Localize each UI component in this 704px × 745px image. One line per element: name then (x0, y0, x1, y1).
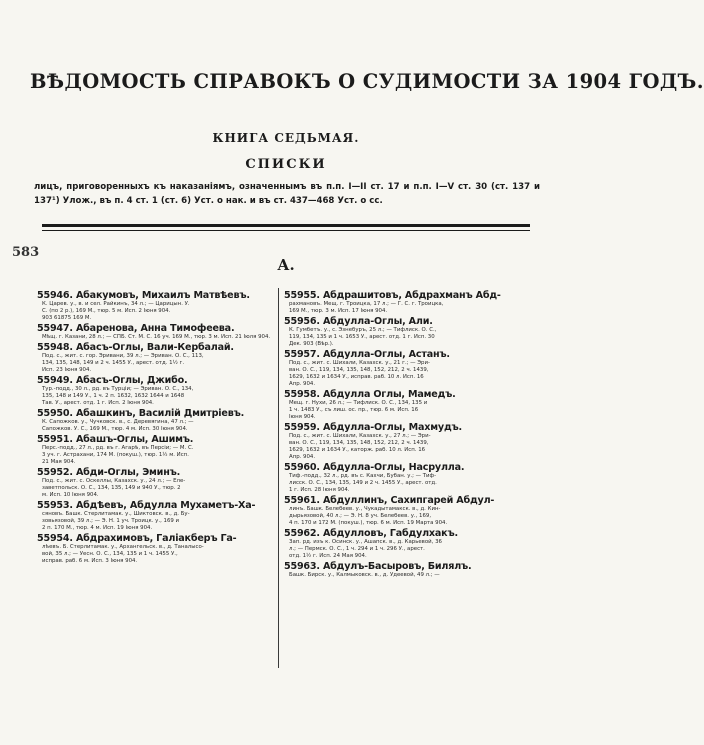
entry-detail-line: К. Сапожков. у., Чучковск. в., с. Деревягина, 47 л.; — (42, 419, 194, 425)
document-title: ВѢДОМОСТЬ СПРАВОКЪ О СУДИМОСТИ ЗА 1904 ГОДЪ. (30, 70, 704, 93)
entry-heading: 55963. Абдулъ-Басыровъ, Билялъ. (284, 561, 472, 572)
entry-heading: 55950. Абашкинъ, Василій Дмитріевъ. (37, 408, 245, 419)
entry-heading: 55952. Абди-Оглы, Эминъ. (37, 467, 181, 478)
entry-detail-line: сяновъ. Башк. Стерлитамак. у., Шиктовск. в., д. Бу- (42, 511, 190, 517)
entry-detail-line: 1 ч. 1483 У., съ лиш. ос. пр., тюр. 6 м. Исп. 16 (289, 407, 419, 413)
register-entry (284, 389, 520, 421)
entry-detail-line: заветпольск. О. С., 134, 135, 149 и 940 У., тюр. 2 (42, 485, 181, 491)
entry-detail-line: Сапожков. У. С., 169 М., тюр. 4 м. Исп. 30 Іюня 904. (42, 426, 188, 432)
register-entry (284, 422, 520, 461)
entry-heading: 55958. Абдулла Оглы, Мамедъ. (284, 389, 456, 400)
entry-detail-line: К. Гумбетъ. у., с. Эзнебуръ, 25 л.; — Тифлиск. О. С., (289, 327, 437, 333)
register-entry (284, 528, 520, 560)
entry-detail-line: 135, 148 и 149 У., 1 ч. 2 п. 1632, 1632 1644 и 1648 (42, 393, 185, 399)
entry-heading: 55960. Абдулла-Оглы, Насрулла. (284, 462, 465, 473)
section-letter: А. (277, 256, 295, 274)
entry-heading: 55948. Абасъ-Оглы, Вали-Кербалай. (37, 342, 234, 353)
entry-detail-line: 903 61875 169 М. (42, 315, 92, 321)
entry-heading: 55961. Абдуллинъ, Сахипгарей Абдул- (284, 495, 495, 506)
entry-detail-line: Исп. 23 Іюня 904. (42, 367, 92, 373)
register-entry (284, 316, 520, 348)
entry-detail-line: Под. с., жит. с. Оскеллы, Казахск. у., 24 л.; — Еле- (42, 478, 186, 484)
entry-detail-line: Под. с., жит. с. Шихали, Казахск. у., 21 г.; — Эри- (289, 360, 430, 366)
entry-detail-line: Тур.-подд., 30 л., рд. въ Турціи; — Эриван. О. С., 134, (42, 386, 194, 392)
margin-handwritten-mark: 583 (12, 245, 40, 260)
entry-detail-line: 119, 134, 135 и 1 ч. 1653 У., арест. отд. 1 г. Исп. 30 (289, 334, 435, 340)
entry-detail-line: 1 г. Исп. 28 Іюня 904. (289, 487, 350, 493)
entry-detail-line: Перс.-подд., 27 л., рд. въ г. Агарѣ, въ Персіи; — М. С. (42, 445, 194, 451)
register-entry (37, 434, 273, 466)
entry-heading: 55955. Абдрашитовъ, Абдрахманъ Абд- (284, 290, 501, 301)
register-entry (37, 533, 273, 565)
book-label: КНИГА СЕДЬМАЯ. (212, 131, 360, 145)
entry-detail-line: Мещ. г. Нухи, 26 л.; — Тифлиск. О. С., 134, 135 и (289, 400, 428, 406)
entry-heading: 55954. Абдрахимовъ, Галіакберъ Га- (37, 533, 237, 544)
entry-detail-line: 3 уч. г. Астрахани, 174 М. (покуш.), тюр. 1½ м. Исп. (42, 452, 189, 458)
entry-heading: 55956. Абдулла-Оглы, Али. (284, 316, 433, 327)
register-entry (37, 467, 273, 499)
entry-detail-line: ван. О. С., 119, 134, 135, 148, 152, 212, 2 ч. 1439, (289, 440, 429, 446)
entry-heading: 55951. Абашъ-Оглы, Ашимъ. (37, 434, 194, 445)
register-entry (37, 500, 273, 532)
entry-detail-line: К. Царев. у., в. и сел. Райкинъ, 34 л.; — Царицын. У. (42, 301, 190, 307)
entry-detail-line: линъ. Башк. Белебеев. у., Чукадытамакск. в., д. Кин- (289, 506, 441, 512)
entry-detail-line: Под. с., жит. с. Шихали, Казахск. у., 27 л.; — Эри- (289, 433, 431, 439)
entry-detail-line: Дек. 903 (Вѣр.). (289, 341, 334, 347)
register-entry (37, 342, 273, 374)
register-entry (37, 375, 273, 407)
register-entry (37, 408, 273, 433)
entry-detail-line: 21 Мая 904. (42, 459, 76, 465)
entry-detail-line: Апр. 904. (289, 381, 316, 387)
entry-heading: 55959. Абдулла-Оглы, Махмудъ. (284, 422, 462, 433)
entry-heading: 55947. Абаренова, Анна Тимофеева. (37, 323, 235, 334)
entry-detail-line: м. Исп. 10 Іюня 904. (42, 492, 99, 498)
entry-detail-line: дырьязовой, 40 л.; — Э. Н. 8 уч. Белебеев. у., 169, (289, 513, 432, 519)
entry-detail-line: л.; — Пермск. О. С., 1 ч. 294 и 1 ч. 296 У., арест. (289, 546, 425, 552)
entry-detail-line: Башк. Бирск. у., Калмыковск. в., д. Удеевой, 49 л.; — (289, 572, 440, 578)
entry-detail-line: зовьязовой, 39 л.; — Э. Н. 1 уч. Троицк. у., 169 и (42, 518, 180, 524)
entry-detail-line: 1629, 1632 и 1634 У., каторж. раб. 10 л. Исп. 16 (289, 447, 426, 453)
lists-heading: СПИСКИ (245, 157, 327, 172)
entry-detail-line: рахмановъ. Мещ. г. Троицка, 17 л.; — Г. С. г. Троицка, (289, 301, 444, 307)
entry-heading: 55953. Абдѣевъ, Абдулла Мухаметъ-Ха- (37, 500, 256, 511)
divider-thin (42, 230, 530, 231)
entry-detail-line: 4 п. 170 и 172 М. (покуш.), тюр. 6 м. Исп. 19 Марта 904. (289, 520, 448, 526)
register-entry (284, 290, 520, 315)
entry-detail-line: ван. О. С., 119, 134, 135, 148, 152, 212, 2 ч. 1439, (289, 367, 429, 373)
entry-detail-line: лѣевъ. Б. Стерлитамак. у., Архангельск. в., д. Таналысо- (42, 544, 204, 550)
entry-detail-line: Зап. рд. изъ к. Осинск. у., Ашапск. в., д. Карьевой, 36 (289, 539, 442, 545)
entry-detail-line: отд. 1½ г. Исп. 24 Мая 904. (289, 553, 367, 559)
entry-detail-line: Тиф.-подд., 32 л., рд. въ с. Кахчи, Бубан. у.; — Тиф- (289, 473, 437, 479)
register-entry (37, 290, 273, 322)
divider-thick (42, 224, 530, 227)
left-column (37, 290, 273, 566)
entry-heading: 55949. Абасъ-Оглы, Джибо. (37, 375, 188, 386)
entry-detail-line: 169 М., тюр. 3 м. Исп. 17 Іюня 904. (289, 308, 388, 314)
entry-detail-line: С. (по 2 р.), 169 М., тюр. 5 м. Исп. 2 Іюня 904. (42, 308, 171, 314)
register-entry (284, 462, 520, 494)
entry-detail-line: Іюня 904. (289, 414, 316, 420)
entry-detail-line: Тав. У., арест. отд. 1 г. Исп. 2 Іюня 904. (42, 400, 154, 406)
entry-detail-line: исправ. раб. 6 м. Исп. 3 Іюня 904. (42, 558, 138, 564)
entry-detail-line: 134, 135, 148, 149 и 2 ч. 1455 У., арест. отд. 1½ г. (42, 360, 185, 366)
entry-detail-line: Апр. 904. (289, 454, 316, 460)
entry-heading: 55946. Абакумовъ, Михаилъ Матвѣевъ. (37, 290, 250, 301)
entry-detail-line: Под. с., жит. с. гор. Эривани, 39 л.; — Эриван. О. С., 113, (42, 353, 204, 359)
entry-heading: 55962. Абдулловъ, Габдулхакъ. (284, 528, 458, 539)
entry-detail-line: 1629, 1632 и 1634 У., исправ. раб. 10 л. Исп. 16 (289, 374, 424, 380)
entry-heading: 55957. Абдулла-Оглы, Астанъ. (284, 349, 450, 360)
register-entry (37, 323, 273, 341)
document-subtitle: лицъ, приговоренныхъ къ наказаніямъ, означеннымъ въ п.п. I—II ст. 17 и п.п. I—V ст. 30 (ст. 137 и 137¹) Улож., въ п. 4 ст. 1 (ст. 6) Уст. о нак. и въ ст. 437—468 Уст. о сс. (34, 182, 540, 206)
right-column (284, 290, 520, 580)
entry-detail-line: Мѣщ. г. Казани, 28 л.; — СПБ. Ст. М. С. 16 уч. 169 М., тюр. 3 м. Исп. 21 Іюля 904. (42, 334, 271, 340)
register-entry (284, 495, 520, 527)
column-divider (278, 288, 279, 668)
register-entry (284, 349, 520, 388)
entry-detail-line: вой, 35 л.; — Уесн. О. С., 134, 135 и 1 ч. 1455 У., (42, 551, 178, 557)
entry-detail-line: лисск. О. С., 134, 135, 149 и 2 ч. 1455 У., арест. отд. (289, 480, 437, 486)
register-entry (284, 561, 520, 579)
entry-detail-line: 2 п. 170 М., тюр. 4 м. Исп. 19 Іюня 904. (42, 525, 153, 531)
